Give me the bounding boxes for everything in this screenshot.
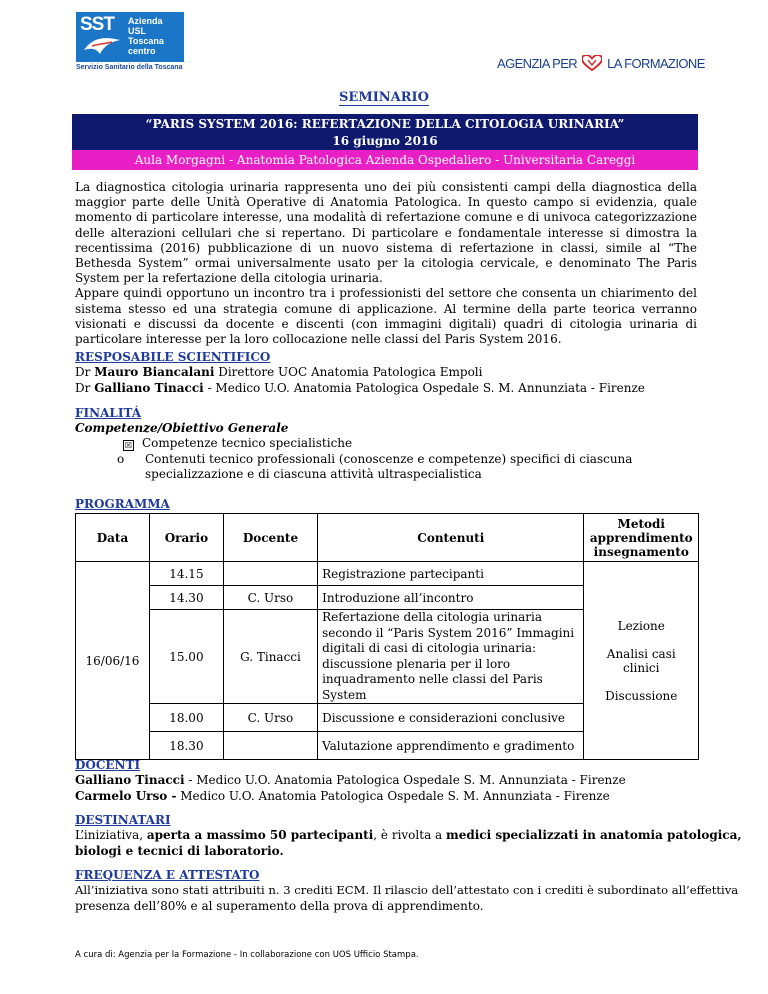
destinatari-bold-3: biologi e tecnici di laboratorio. bbox=[75, 844, 284, 858]
programma-heading: PROGRAMMA bbox=[75, 497, 170, 511]
programma-table bbox=[75, 513, 699, 760]
destinatari-text-1: L’iniziativa, bbox=[75, 828, 144, 842]
event-title: “PARIS SYSTEM 2016: REFERTAZIONE DELLA CITOLOGIA URINARIA” bbox=[145, 117, 625, 131]
col-orario: Orario bbox=[149, 514, 223, 562]
intro-text bbox=[75, 180, 697, 347]
seminario-text: SEMINARIO bbox=[339, 90, 429, 105]
row-orario: 14.30 bbox=[149, 586, 223, 610]
row-docente: G. Tinacci bbox=[223, 610, 317, 704]
checkbox-checked-icon: ☒ bbox=[124, 441, 133, 450]
table-row bbox=[76, 562, 699, 586]
agenzia-logo-left: AGENZIA PER bbox=[497, 56, 578, 71]
competenze-checked-item bbox=[123, 436, 352, 451]
asl-logo-lines bbox=[128, 16, 164, 56]
competenze-checked-label: Competenze tecnico specialistiche bbox=[142, 436, 353, 450]
docente-2 bbox=[75, 789, 610, 804]
event-venue: Aula Morgagni - Anatomia Patologica Azienda Ospedaliero - Universitaria Careggi bbox=[134, 153, 636, 167]
asl-line-3: Toscana bbox=[128, 36, 164, 46]
row-contenuti: Refertazione della citologia urinaria secondo il “Paris System 2016” Immagini digitali di casi di citologia urinaria: discussione plenaria per il loro inquadramento nelle classi del Paris System bbox=[318, 610, 584, 704]
row-docente: C. Urso bbox=[223, 586, 317, 610]
row-contenuti: Registrazione partecipanti bbox=[318, 562, 584, 586]
docente-2-name: Carmelo Urso - bbox=[75, 789, 177, 803]
responsabile-1 bbox=[75, 365, 482, 380]
asl-line-4: centro bbox=[128, 46, 156, 56]
metodo-analisi: Analisi casi clinici bbox=[606, 646, 676, 675]
responsabile-heading: RESPOSABILE SCIENTIFICO bbox=[75, 350, 271, 364]
row-contenuti: Discussione e considerazioni conclusive bbox=[318, 704, 584, 732]
responsabile-2-role: - Medico U.O. Anatomia Patologica Ospedale S. M. Annunziata - Firenze bbox=[207, 381, 645, 395]
asl-line-2: USL bbox=[128, 26, 146, 36]
row-orario: 15.00 bbox=[149, 610, 223, 704]
venue-band bbox=[72, 150, 698, 170]
destinatari-bold-1: aperta a massimo 50 partecipanti bbox=[146, 828, 374, 842]
responsabile-1-title: Dr bbox=[75, 365, 91, 379]
bird-icon bbox=[82, 34, 122, 56]
row-date: 16/06/16 bbox=[76, 562, 150, 760]
col-contenuti: Contenuti bbox=[318, 514, 584, 562]
destinatari-line-1 bbox=[75, 828, 742, 843]
seminario-heading bbox=[0, 90, 768, 105]
agenzia-logo-right: LA FORMAZIONE bbox=[607, 56, 705, 71]
asl-logo-acronym: SST bbox=[80, 14, 114, 35]
row-docente bbox=[223, 562, 317, 586]
competenze-other-label: Contenuti tecnico professionali (conoscenze e competenze) specifici di ciascuna specializzazione e di ciascuna attività ultraspecialistica bbox=[145, 452, 633, 482]
responsabile-1-role: Direttore UOC Anatomia Patologica Empoli bbox=[218, 365, 483, 379]
docente-1-name: Galliano Tinacci bbox=[75, 773, 185, 787]
destinatari-line-2 bbox=[75, 844, 284, 859]
competenze-other-item bbox=[117, 452, 697, 482]
col-docente: Docente bbox=[223, 514, 317, 562]
docente-2-role: Medico U.O. Anatomia Patologica Ospedale S. M. Annunziata - Firenze bbox=[180, 789, 610, 803]
asl-logo-subtitle: Servizio Sanitario della Toscana bbox=[76, 64, 183, 71]
row-orario: 14.15 bbox=[149, 562, 223, 586]
responsabile-1-name: Mauro Biancalani bbox=[94, 365, 215, 379]
responsabile-2-name: Galliano Tinacci bbox=[94, 381, 204, 395]
row-docente: C. Urso bbox=[223, 704, 317, 732]
row-contenuti: Introduzione all’incontro bbox=[318, 586, 584, 610]
frequenza-line-2: presenza dell’80% e al superamento della prova di apprendimento. bbox=[75, 899, 484, 913]
intro-paragraph-1: La diagnostica citologia urinaria rappresenta uno dei più consistenti campi della diagnostica della maggior parte delle Unità Operative di Anatomia Patologica. In questo campo si evidenzia, quale momento di particolare interesse, una modalità di refertazione comune e di univoca categorizzazione delle alterazioni cellulari che si repertano. Di particolare e fondamentale interesse si dimostra la recentissima (2016) pubblicazione di un nuovo sistema di refertazione in classi, simile al “The Bethesda System” ormai universalmente usato per la citologia cervicale, e denominato The Paris System per la refertazione della citologia urinaria. bbox=[75, 180, 697, 286]
title-band bbox=[72, 114, 698, 150]
table-header-row bbox=[76, 514, 699, 562]
metodo-lezione: Lezione bbox=[617, 618, 665, 633]
responsabile-2-title: Dr bbox=[75, 381, 91, 395]
docente-1-role: - Medico U.O. Anatomia Patologica Ospedale S. M. Annunziata - Firenze bbox=[188, 773, 626, 787]
metodi-cell bbox=[584, 562, 699, 760]
frequenza-heading: FREQUENZA E ATTESTATO bbox=[75, 868, 260, 882]
docente-1 bbox=[75, 773, 626, 788]
row-docente bbox=[223, 732, 317, 760]
heart-icon bbox=[582, 55, 602, 71]
footer-credit: A cura di: Agenzia per la Formazione - In collaborazione con UOS Ufficio Stampa. bbox=[75, 950, 419, 960]
col-metodi: Metodi apprendimento insegnamento bbox=[584, 514, 699, 562]
row-orario: 18.00 bbox=[149, 704, 223, 732]
col-data: Data bbox=[76, 514, 150, 562]
intro-paragraph-2: Appare quindi opportuno un incontro tra i professionisti del settore che consenta un chiarimento del sistema stesso ed una strategia comune di applicazione. Al termine della parte teorica verranno visionati e discussi da docente e discenti (con immagini digitali) quadri di citologia urinaria di particolare interesse per la loro collocazione nelle classi del Paris System 2016. bbox=[75, 286, 697, 347]
circle-bullet-icon: o bbox=[117, 452, 125, 466]
finalita-heading: FINALITÁ bbox=[75, 406, 142, 420]
frequenza-line-1: All’iniziativa sono stati attribuiti n. 3 crediti ECM. Il rilascio dell’attestato con i crediti è subordinato all’effettiva bbox=[75, 883, 739, 897]
docenti-heading: DOCENTI bbox=[75, 758, 141, 772]
destinatari-text-2: , è rivolta a bbox=[373, 828, 443, 842]
asl-line-1: Azienda bbox=[128, 16, 163, 26]
destinatari-heading: DESTINATARI bbox=[75, 813, 171, 827]
destinatari-bold-2: medici specializzati in anatomia patologica, bbox=[446, 828, 742, 842]
row-orario: 18.30 bbox=[149, 732, 223, 760]
asl-logo bbox=[76, 12, 184, 74]
responsabile-2 bbox=[75, 381, 645, 396]
event-date: 16 giugno 2016 bbox=[332, 134, 438, 148]
metodo-discussione: Discussione bbox=[605, 688, 678, 703]
finalita-subheading: Competenze/Obiettivo Generale bbox=[75, 421, 289, 435]
row-contenuti: Valutazione apprendimento e gradimento bbox=[318, 732, 584, 760]
agenzia-logo bbox=[497, 55, 705, 71]
